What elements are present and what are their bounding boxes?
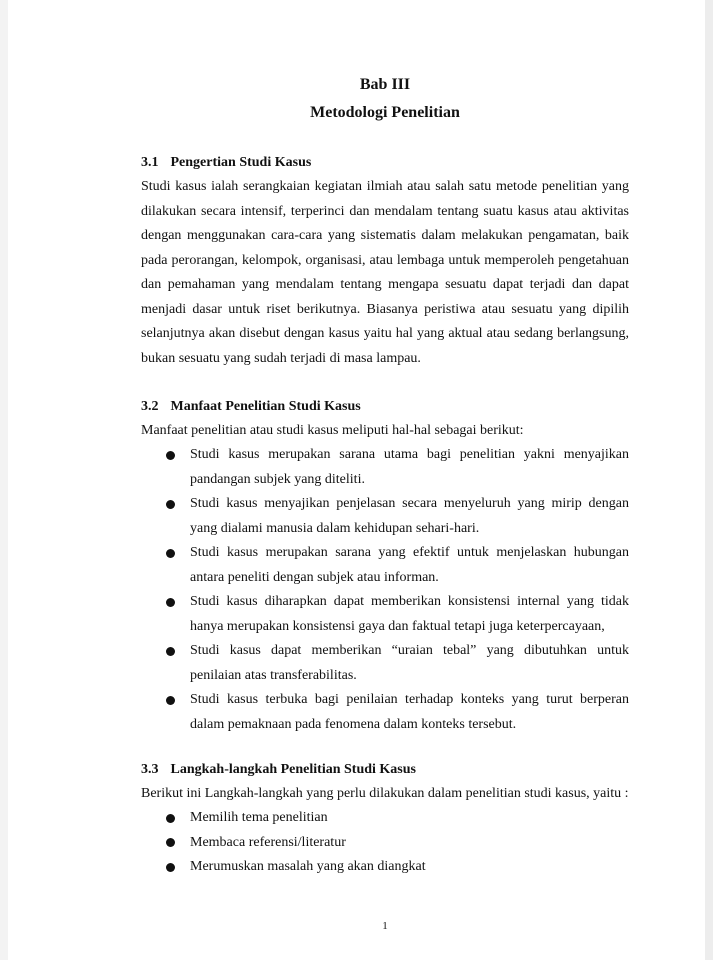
bullet-icon [166, 696, 175, 705]
section-heading-3-3 [141, 760, 629, 780]
bullet-icon [166, 500, 175, 509]
list-item: Studi kasus dapat memberikan “uraian tebal” yang dibutuhkan untuk penilaian atas transferabilitas. [141, 639, 629, 688]
scrollbar[interactable] [705, 0, 713, 960]
section-paragraph: Studi kasus ialah serangkaian kegiatan ilmiah atau salah satu metode penelitian yang dilakukan secara intensif, terperinci dan mendalam tentang suatu kasus atau aktivitas dengan menggunakan cara-cara yang sistematis dalam melakukan pengamatan, baik pada perorangan, kelompok, organisasi, atau lembaga untuk memperoleh pengetahuan dan pemahaman yang mendalam tentang mengapa sesuatu dapat terjadi dan dapat menjadi dasar untuk riset berikutnya. Biasanya peristiwa atau sesuatu yang dipilih selanjutnya akan disebut dengan kasus yaitu hal yang aktual atau sedang berlangsung, bukan sesuatu yang sudah terjadi di masa lampau. [141, 179, 629, 366]
list-item: Merumuskan masalah yang akan diangkat [141, 855, 629, 880]
list-item: Studi kasus merupakan sarana utama bagi penelitian yakni menyajikan pandangan subjek yang diteliti. [141, 443, 629, 492]
bullet-icon [166, 863, 175, 872]
list-item: Studi kasus merupakan sarana yang efektif untuk menjelaskan hubungan antara peneliti dengan subjek atau informan. [141, 541, 629, 590]
benefits-list [141, 443, 629, 737]
bullet-icon [166, 814, 175, 823]
steps-list [141, 806, 629, 880]
list-item: Membaca referensi/literatur [141, 831, 629, 856]
section-title: Langkah-langkah Penelitian Studi Kasus [170, 762, 416, 777]
chapter-label: Bab III [359, 76, 411, 93]
bullet-icon [166, 549, 175, 558]
list-item: Memilih tema penelitian [141, 806, 629, 831]
list-item: Studi kasus diharapkan dapat memberikan konsistensi internal yang tidak hanya merupakan konsistensi gaya dan faktual tetapi juga keterpercayaan, [141, 590, 629, 639]
chapter-title: Metodologi Penelitian [310, 104, 460, 121]
section-heading-3-2 [141, 397, 629, 417]
document-page [8, 0, 705, 960]
section-heading-3-1 [141, 153, 629, 173]
section-title: Pengertian Studi Kasus [170, 155, 312, 170]
bullet-icon [166, 598, 175, 607]
bullet-icon [166, 647, 175, 656]
section-title: Manfaat Penelitian Studi Kasus [170, 399, 361, 414]
list-item: Studi kasus menyajikan penjelasan secara menyeluruh yang mirip dengan yang dialami manusia dalam kehidupan sehari-hari. [141, 492, 629, 541]
section-number: 3.1 [141, 155, 159, 170]
list-item: Studi kasus terbuka bagi penilaian terhadap konteks yang turut berperan dalam pemaknaan pada fenomena dalam konteks tersebut. [141, 688, 629, 737]
section-intro: Berikut ini Langkah-langkah yang perlu dilakukan dalam penelitian studi kasus, yaitu : [141, 786, 629, 801]
page-number: 1 [382, 920, 388, 932]
section-number: 3.3 [141, 762, 159, 777]
bullet-icon [166, 451, 175, 460]
section-intro: Manfaat penelitian atau studi kasus meliputi hal-hal sebagai berikut: [141, 423, 524, 438]
bullet-icon [166, 838, 175, 847]
section-number: 3.2 [141, 399, 159, 414]
